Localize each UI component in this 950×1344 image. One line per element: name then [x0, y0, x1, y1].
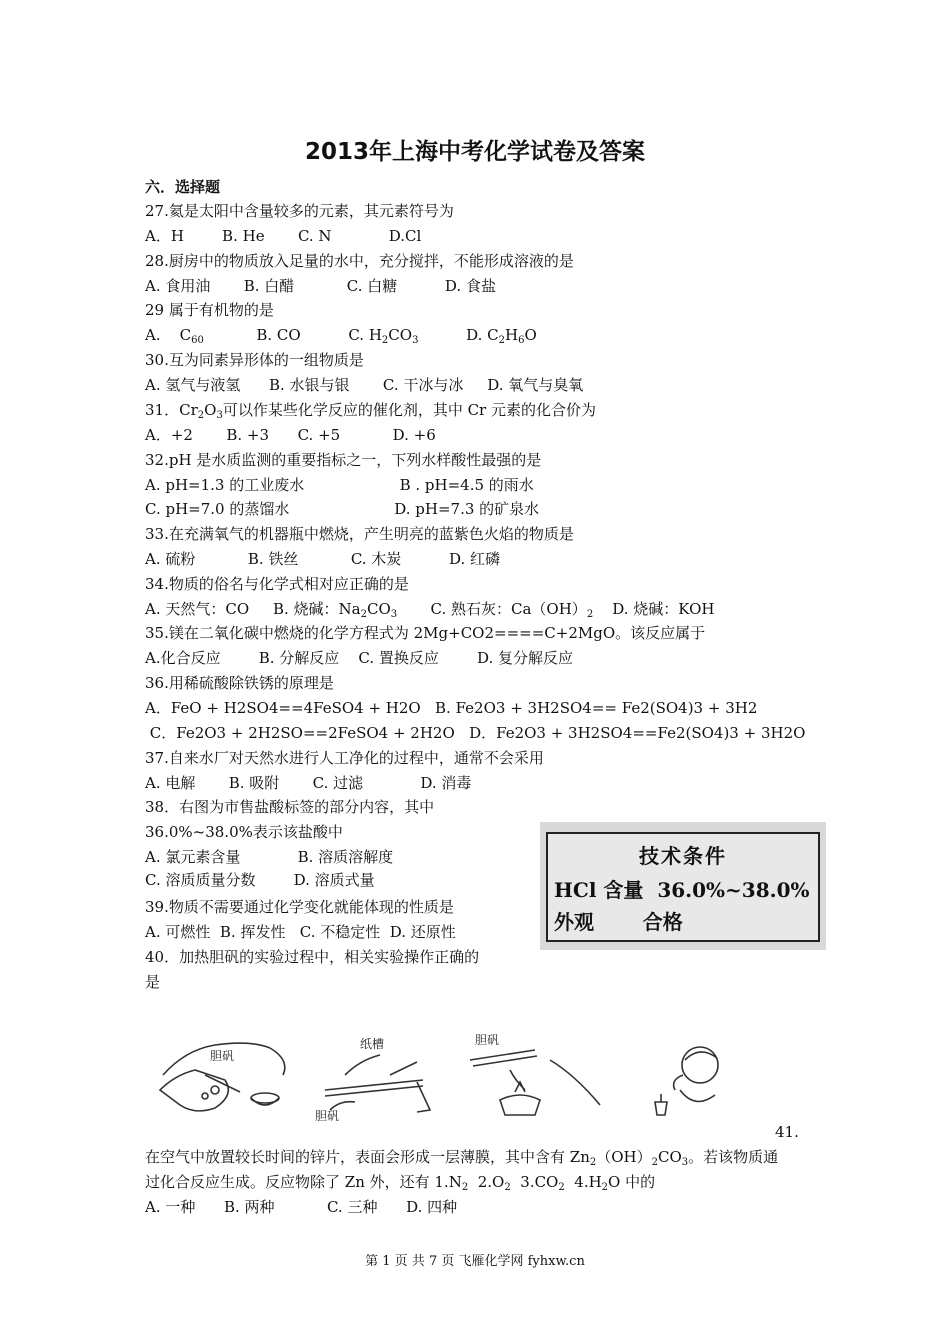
q41-options: A. 一种 B. 两种 C. 三种 D. 四种: [145, 1198, 458, 1216]
q27-stem: 27.氦是太阳中含量较多的元素，其元素符号为: [145, 202, 454, 220]
q33-stem: 33.在充满氧气的机器瓶中燃烧，产生明亮的蓝紫色火焰的物质是: [145, 525, 574, 543]
q32-options-2: C. pH=7.0 的蒸馏水 D. pH=7.3 的矿泉水: [145, 500, 540, 518]
section-heading: 六．选择题: [145, 178, 221, 196]
experiment-illustrations: [155, 1020, 735, 1125]
q41-stem-2: 过化合反应生成。反应物除了 Zn 外，还有 $1.N_2$ $2.O_2$ $3.CO_2$ $4.H_2O$ 中的: [145, 1173, 656, 1193]
q41-stem-1: 在空气中放置较长时间的锌片，表面会形成一层薄膜，其中含有 $Zn_2(OH)_2CO_3$。若该物质通: [145, 1148, 779, 1168]
q31-stem: 31．$Cr_2O_3$可以作某些化学反应的催化剂，其中 Cr 元素的化合价为: [145, 401, 596, 421]
q36-stem: 36.用稀硫酸除铁锈的原理是: [145, 674, 334, 692]
q30-options: A. 氢气与液氢 B. 水银与银 C. 干冰与冰 D. 氧气与臭氧: [145, 376, 584, 394]
q38-stem-1: 38．右图为市售盐酸标签的部分内容，其中: [145, 798, 435, 816]
q38-stem-2: 36.0%~38.0%表示该盐酸中: [145, 823, 343, 841]
q40-stem-1: 40．加热胆矾的实验过程中，相关实验操作正确的: [145, 948, 480, 966]
q35-options: A.化合反应 B. 分解反应 C. 置换反应 D. 复分解反应: [145, 649, 574, 667]
q38-options-2: C. 溶质质量分数 D. 溶质式量: [145, 871, 375, 889]
q33-options: A. 硫粉 B. 铁丝 C. 木炭 D. 红磷: [145, 550, 501, 568]
q37-stem: 37.自来水厂对天然水进行人工净化的过程中，通常不会采用: [145, 749, 544, 767]
q30-stem: 30.互为同素异形体的一组物质是: [145, 351, 364, 369]
q39-options: A. 可燃性 B. 挥发性 C. 不稳定性 D. 还原性: [145, 923, 456, 941]
illus-label-4: 胆矾: [475, 1033, 500, 1047]
q31-options: A．+2 B. +3 C. +5 D. +6: [145, 426, 436, 444]
q28-options: A. 食用油 B. 白醋 C. 白糖 D. 食盐: [145, 277, 496, 295]
q29-stem: 29 属于有机物的是: [145, 301, 274, 319]
label-row-appearance: 外观 合格: [554, 910, 683, 934]
q39-stem: 39.物质不需要通过化学变化就能体现的性质是: [145, 898, 454, 916]
q36-options-1: A．FeO + H2SO4==4FeSO4 + H2O B. Fe2O3 + 3H2SO4== Fe2(SO4)3 + 3H2: [145, 699, 758, 717]
q34-options: A. 天然气：CO B. 烧碱：$Na_2CO_3$ C. 熟石灰：$Ca(OH)_2$ D. 烧碱：KOH: [145, 600, 715, 620]
illus-label-3: 胆矾: [315, 1109, 340, 1123]
q32-stem: 32.pH 是水质监测的重要指标之一，下列水样酸性最强的是: [145, 451, 542, 469]
page-title: 2013年上海中考化学试卷及答案: [304, 139, 645, 165]
q36-options-2: C．Fe2O3 + 2H2SO==2FeSO4 + 2H2O D．Fe2O3 + 3H2SO4==Fe2(SO4)3 + 3H2O: [145, 724, 806, 742]
q28-stem: 28.厨房中的物质放入足量的水中，充分搅拌，不能形成溶液的是: [145, 252, 574, 270]
hcl-label-image: [540, 822, 826, 950]
q40-stem-2: 是: [145, 973, 161, 991]
illus-label-2: 纸槽: [360, 1037, 385, 1051]
label-row-content: HCl 含量 36.0%~38.0%: [554, 878, 810, 902]
q29-options: A. $C_{60}$ B. CO C. $H_2CO_3$ D. $C_2H_6O$: [145, 326, 537, 346]
illus-label-1: 胆矾: [210, 1049, 235, 1063]
q34-stem: 34.物质的俗名与化学式相对应正确的是: [145, 575, 409, 593]
q27-options: A．H B. He C. N D.Cl: [145, 227, 422, 245]
q32-options-1: A. pH=1.3 的工业废水 B . pH=4.5 的雨水: [145, 476, 534, 494]
q35-stem: 35.镁在二氧化碳中燃烧的化学方程式为 2Mg+CO2====C+2MgO。该反应属于: [145, 624, 706, 642]
q41-number: 41.: [775, 1123, 799, 1141]
q37-options: A. 电解 B. 吸附 C. 过滤 D. 消毒: [145, 774, 472, 792]
label-title: 技术条件: [639, 844, 727, 868]
page-footer: 第 1 页 共 7 页 飞雁化学网 fyhxw.cn: [365, 1254, 585, 1269]
q38-options-1: A. 氯元素含量 B. 溶质溶解度: [145, 848, 394, 866]
